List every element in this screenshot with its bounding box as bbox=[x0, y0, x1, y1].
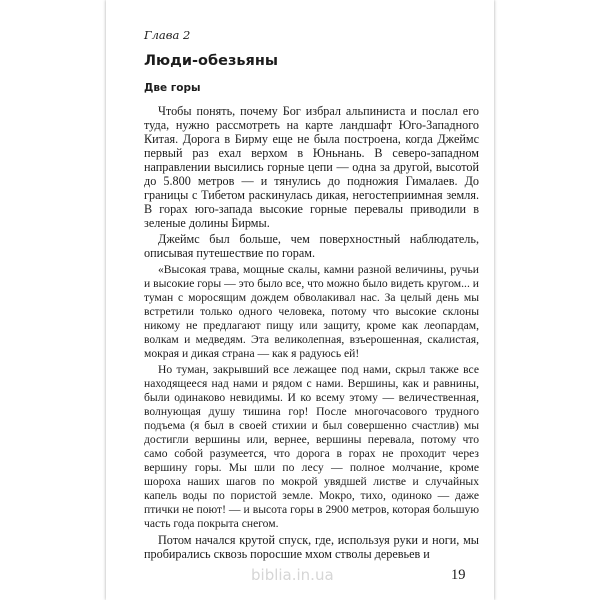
body-text bbox=[144, 104, 479, 562]
watermark: biblia.in.ua bbox=[251, 566, 334, 584]
chapter-title: Люди-обезьяны bbox=[144, 53, 278, 69]
paragraph: Потом начался крутой спуск, где, используя руки и ноги, мы пробирались сквозь поросшие мхом стволы деревьев и bbox=[144, 533, 479, 562]
paragraph: Чтобы понять, почему Бог избрал альпиниста и послал его туда, нужно рассмотреть на карте ландшафт Юго-Западного Китая. Дорога в Бирму еще не была построена, когда Джеймс первый раз ехал верхом в Юньнань. В северо-западном направлении высились горные цепи — одна за другой, высотой до 5.800 метров — и тянулись до подножия Гималаев. До границы с Тибетом раскинулась дикая, негостеприимная земля. В горах юго-запада высокие горные перевалы приводили в зеленые долины Бирмы. bbox=[144, 104, 479, 231]
section-heading: Две горы bbox=[144, 82, 201, 94]
paragraph: Но туман, закрывший все лежащее под нами, скрыл также все находящееся над нами и рядом с нами. Вершины, как и равнины, были одинаково невидимы. И ко всему этому — величественная, волнующая душу тишина гор! После многочасового трудного подъема (я был в своей стихии и был совершенно счастлив) мы достигли вершины или, вернее, вершины перевала, потому что само собой разумеется, что дорога в горах не проходит через вершину горы. Мы шли по лесу — полное молчание, кроме шороха наших шагов по мокрой увядшей листве и случайных капель воды по пористой земле. Мокро, тихо, одиноко — даже птички не поют! — и высота горы в 2900 метров, которая большую часть года покрыта снегом. bbox=[144, 362, 479, 531]
book-page bbox=[106, 0, 494, 600]
paragraph: Джеймс был больше, чем поверхностный наблюдатель, описывая путешествие по горам. bbox=[144, 232, 479, 261]
page-number: 19 bbox=[451, 567, 466, 583]
chapter-label: Глава 2 bbox=[144, 28, 191, 42]
paragraph: «Высокая трава, мощные скалы, камни разной величины, ручьи и высокие горы — это было все, что можно было видеть кругом... и туман с моросящим дождем обволакивал нас. За целый день мы встретили только одного человека, потому что высокие склоны никому не предлагают пищу или защиту, кроме как леопардам, волкам и медведям. Эта великолепная, взъерошенная, скалистая, мокрая и дикая страна — как я радуюсь ей! bbox=[144, 262, 479, 360]
page-content bbox=[144, 28, 479, 562]
